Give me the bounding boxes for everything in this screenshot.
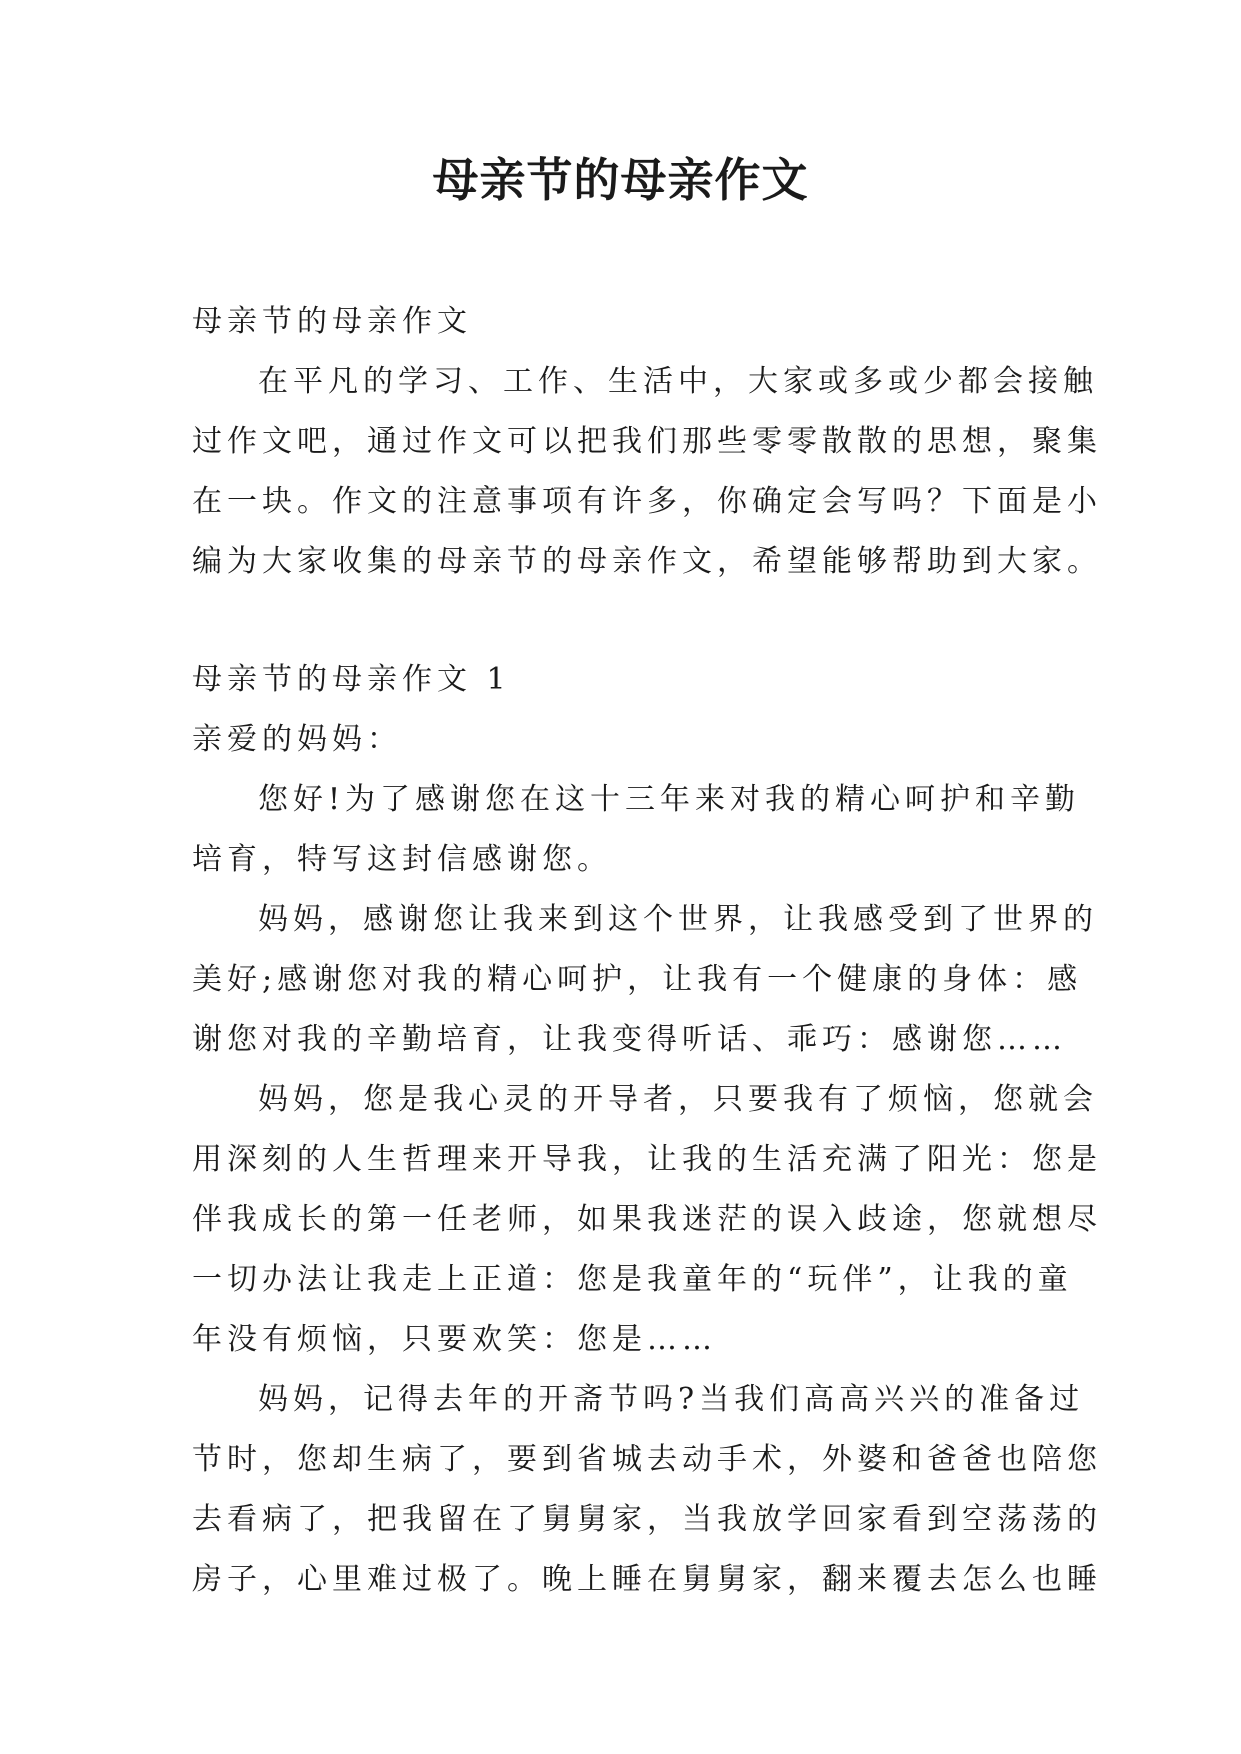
paragraph-line: 一切办法让我走上正道：您是我童年的“玩伴”，让我的童 <box>192 1262 1073 1297</box>
intro-line: 在平凡的学习、工作、生活中，大家或多或少都会接触 <box>258 364 1098 399</box>
intro-line: 过作文吧，通过作文可以把我们那些零零散散的思想，聚集 <box>192 424 1102 459</box>
paragraph-line: 培育，特写这封信感谢您。 <box>192 842 612 877</box>
intro-line: 在一块。作文的注意事项有许多，你确定会写吗？下面是小 <box>192 484 1102 519</box>
paragraph-line: 妈妈，记得去年的开斋节吗?当我们高高兴兴的准备过 <box>258 1382 1085 1417</box>
document-body <box>192 292 1102 1610</box>
intro-line: 编为大家收集的母亲节的母亲作文，希望能够帮助到大家。 <box>192 544 1102 579</box>
paragraph-line: 妈妈，您是我心灵的开导者，只要我有了烦恼，您就会 <box>258 1082 1098 1117</box>
salutation: 亲爱的妈妈： <box>192 722 402 757</box>
paragraph-line: 妈妈，感谢您让我来到这个世界，让我感受到了世界的 <box>258 902 1098 937</box>
paragraph-line: 年没有烦恼，只要欢笑：您是…… <box>192 1322 717 1357</box>
section-heading: 母亲节的母亲作文 <box>192 304 472 339</box>
paragraph-line: 美好;感谢您对我的精心呵护，让我有一个健康的身体：感 <box>192 962 1083 997</box>
paragraph-line: 谢您对我的辛勤培育，让我变得听话、乖巧：感谢您…… <box>192 1022 1067 1057</box>
essay-heading: 母亲节的母亲作文 1 <box>192 662 511 697</box>
paragraph-line: 房子，心里难过极了。晚上睡在舅舅家，翻来覆去怎么也睡 <box>192 1562 1102 1597</box>
paragraph-line: 您好!为了感谢您在这十三年来对我的精心呵护和辛勤 <box>258 782 1081 817</box>
paragraph-line: 伴我成长的第一任老师，如果我迷茫的误入歧途，您就想尽 <box>192 1202 1102 1237</box>
paragraph-line: 节时，您却生病了，要到省城去动手术，外婆和爸爸也陪您 <box>192 1442 1102 1477</box>
document-title: 母亲节的母亲作文 <box>432 153 809 207</box>
paragraph-line: 用深刻的人生哲理来开导我，让我的生活充满了阳光：您是 <box>192 1142 1102 1177</box>
paragraph-line: 去看病了，把我留在了舅舅家，当我放学回家看到空荡荡的 <box>192 1502 1102 1537</box>
